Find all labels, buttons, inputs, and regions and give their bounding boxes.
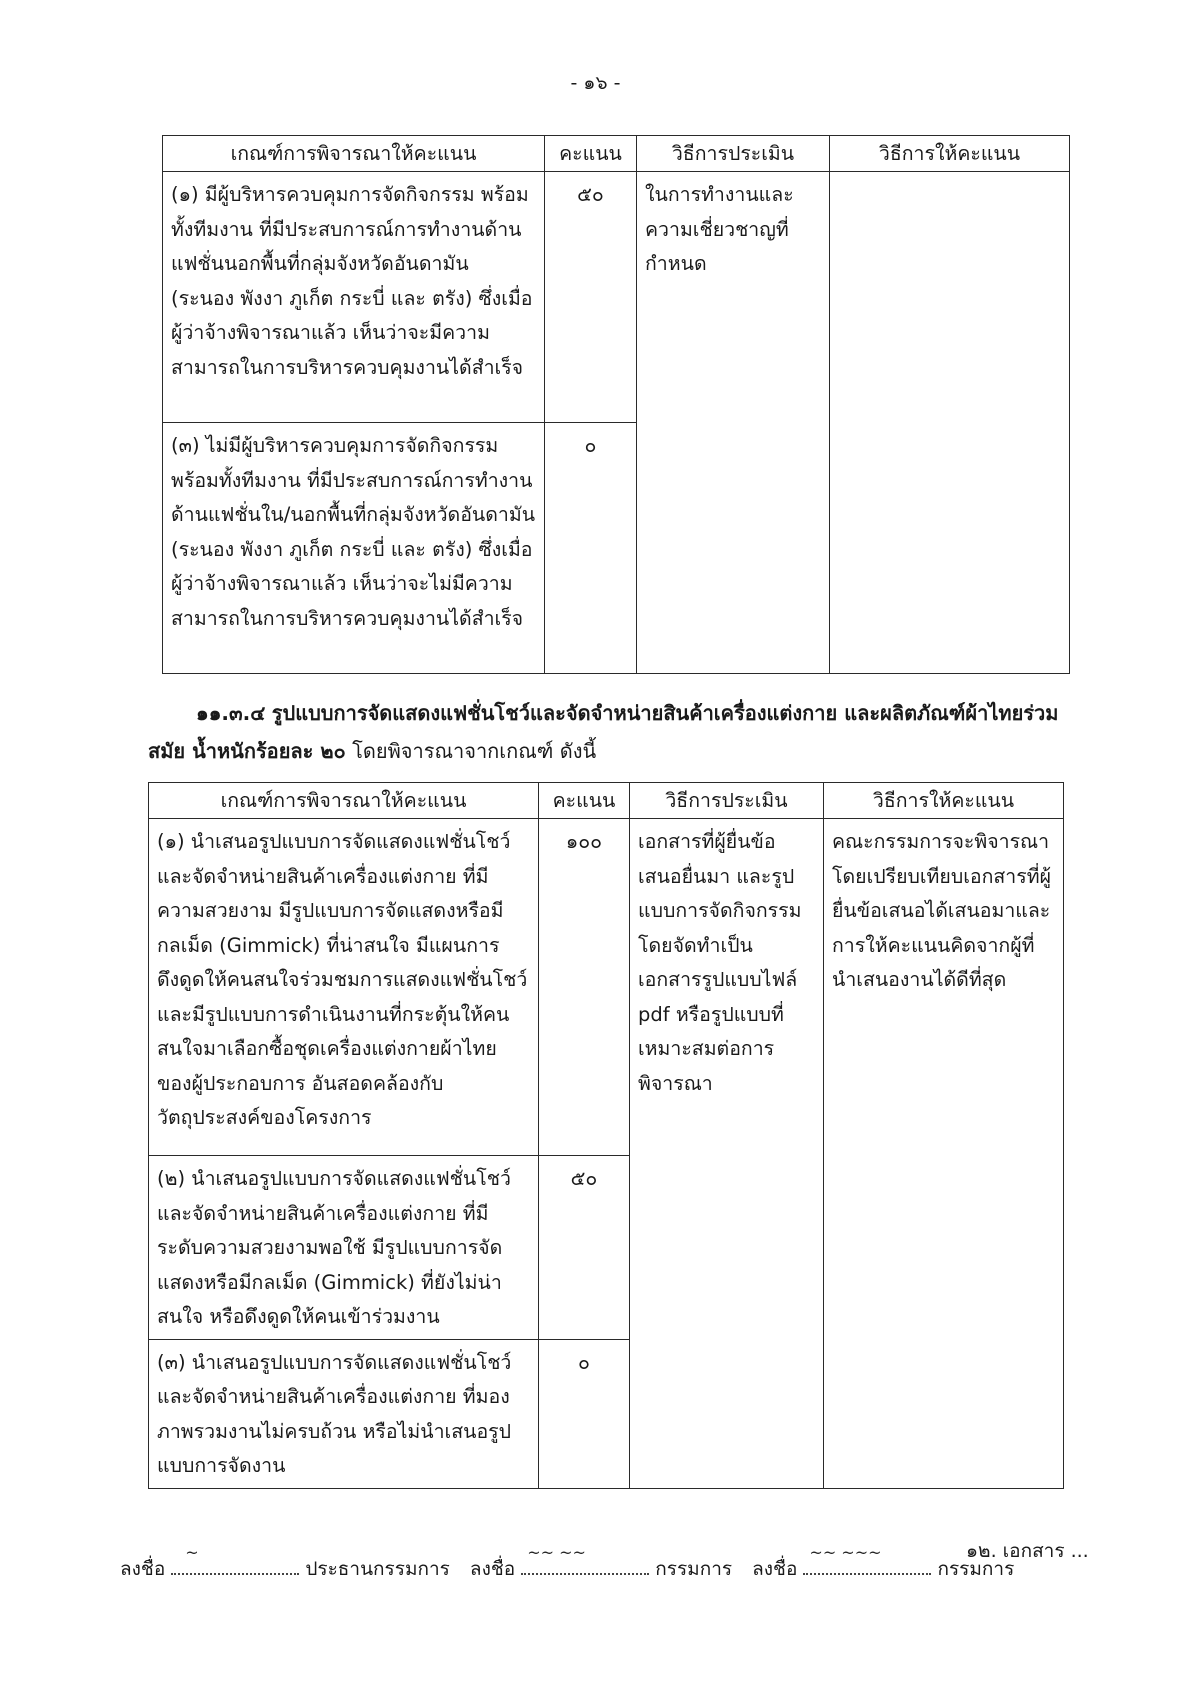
header-criteria: เกณฑ์การพิจารณาให้คะแนน <box>149 783 539 819</box>
signature-scribble: ~~ ~~ <box>527 1543 586 1562</box>
signature-prefix: ลงชื่อ <box>752 1558 798 1580</box>
signature-chairman <box>120 1543 450 1584</box>
signature-role: กรรมการ <box>655 1558 733 1580</box>
score-cell: ๕๐ <box>545 172 637 423</box>
table-header-row <box>163 136 1070 172</box>
page-number: - ๑๖ - <box>570 72 621 94</box>
signature-line <box>521 1543 649 1575</box>
signature-line <box>171 1543 299 1575</box>
evaluation-method-cell: เอกสารที่ผู้ยื่นข้อเสนอยื่นมา และรูปแบบการจัดกิจกรรม โดยจัดทำเป็นเอกสารรูปแบบไฟล์ pdf หรือรูปแบบที่เหมาะสมต่อการพิจารณา <box>630 819 824 1489</box>
table-header-row <box>149 783 1064 819</box>
header-score: คะแนน <box>539 783 630 819</box>
evaluation-method-cell: ในการทำงานและความเชี่ยวชาญที่กำหนด <box>637 172 830 674</box>
score-cell: ๐ <box>539 1339 630 1488</box>
header-scoring-method: วิธีการให้คะแนน <box>824 783 1064 819</box>
header-criteria: เกณฑ์การพิจารณาให้คะแนน <box>163 136 545 172</box>
signature-scribble: ~ <box>185 1543 199 1562</box>
score-cell: ๕๐ <box>539 1156 630 1340</box>
score-cell: ๑๐๐ <box>539 819 630 1156</box>
header-scoring-method: วิธีการให้คะแนน <box>830 136 1070 172</box>
signature-line <box>803 1543 931 1575</box>
criteria-table-2 <box>148 782 1064 1489</box>
signature-scribble: ~~ ~~~ <box>809 1543 882 1562</box>
signature-role: ประธานกรรมการ <box>305 1558 450 1580</box>
section-number: ๑๑.๓.๔ <box>196 701 266 725</box>
table-row <box>163 172 1070 423</box>
scoring-method-cell: คณะกรรมการจะพิจารณาโดยเปรียบเทียบเอกสารที่ผู้ยื่นข้อเสนอได้เสนอมาและการให้คะแนนคิดจากผู้ที่นำเสนองานได้ดีที่สุด <box>824 819 1064 1489</box>
score-cell: ๐ <box>545 423 637 674</box>
criteria-cell: (๓) นำเสนอรูปแบบการจัดแสดงแฟชั่นโชว์และจัดจำหน่ายสินค้าเครื่องแต่งกาย ที่มองภาพรวมงานไม่ครบถ้วน หรือไม่นำเสนอรูปแบบการจัดงาน <box>149 1339 539 1488</box>
header-evaluation-method: วิธีการประเมิน <box>637 136 830 172</box>
section-title: รูปแบบการจัดแสดงแฟชั่นโชว์และจัดจำหน่ายสินค้าเครื่องแต่งกาย และผลิตภัณฑ์ผ้าไทยร่วมสมัย น้ำหนักร้อยละ ๒๐ <box>148 701 1059 763</box>
scoring-method-cell <box>830 172 1070 674</box>
criteria-cell: (๒) นำเสนอรูปแบบการจัดแสดงแฟชั่นโชว์และจัดจำหน่ายสินค้าเครื่องแต่งกาย ที่มีระดับความสวยงามพอใช้ มีรูปแบบการจัดแสดงหรือมีกลเม็ด (Gimmick) ที่ยังไม่น่าสนใจ หรือดึงดูดให้คนเข้าร่วมงาน <box>149 1156 539 1340</box>
signature-member-2 <box>752 1543 1015 1584</box>
criteria-cell: (๑) นำเสนอรูปแบบการจัดแสดงแฟชั่นโชว์และจัดจำหน่ายสินค้าเครื่องแต่งกาย ที่มีความสวยงาม มีรูปแบบการจัดแสดงหรือมีกลเม็ด (Gimmick) ที่น่าสนใจ มีแผนการดึงดูดให้คนสนใจร่วมชมการแสดงแฟชั่นโชว์และมีรูปแบบการดำเนินงานที่กระตุ้นให้คนสนใจมาเลือกซื้อชุดเครื่องแต่งกายผ้าไทยของผู้ประกอบการ อันสอดคล้องกับวัตถุประสงค์ของโครงการ <box>149 819 539 1156</box>
signature-role: กรรมการ <box>937 1558 1015 1580</box>
section-heading <box>148 694 1068 770</box>
signature-prefix: ลงชื่อ <box>120 1558 166 1580</box>
header-score: คะแนน <box>545 136 637 172</box>
criteria-cell: (๓) ไม่มีผู้บริหารควบคุมการจัดกิจกรรม พร้อมทั้งทีมงาน ที่มีประสบการณ์การทำงานด้านแฟชั่นใน/นอกพื้นที่กลุ่มจังหวัดอันดามัน (ระนอง พังงา ภูเก็ต กระบี่ และ ตรัง) ซึ่งเมื่อผู้ว่าจ้างพิจารณาแล้ว เห็นว่าจะไม่มีความสามารถในการบริหารควบคุมงานได้สำเร็จ <box>163 423 545 674</box>
signature-prefix: ลงชื่อ <box>469 1558 516 1580</box>
criteria-cell: (๑) มีผู้บริหารควบคุมการจัดกิจกรรม พร้อมทั้งทีมงาน ที่มีประสบการณ์การทำงานด้านแฟชั่นนอกพื้นที่กลุ่มจังหวัดอันดามัน (ระนอง พังงา ภูเก็ต กระบี่ และ ตรัง) ซึ่งเมื่อผู้ว่าจ้างพิจารณาแล้ว เห็นว่าจะมีความสามารถในการบริหารควบคุมงานได้สำเร็จ <box>163 172 545 423</box>
continuation-note: ๑๒. เอกสาร ... <box>966 1540 1089 1562</box>
signature-member-1 <box>469 1543 733 1584</box>
table-row <box>149 819 1064 1156</box>
header-evaluation-method: วิธีการประเมิน <box>630 783 824 819</box>
section-suffix: โดยพิจารณาจากเกณฑ์ ดังนี้ <box>352 739 597 763</box>
criteria-table-1 <box>162 135 1070 674</box>
